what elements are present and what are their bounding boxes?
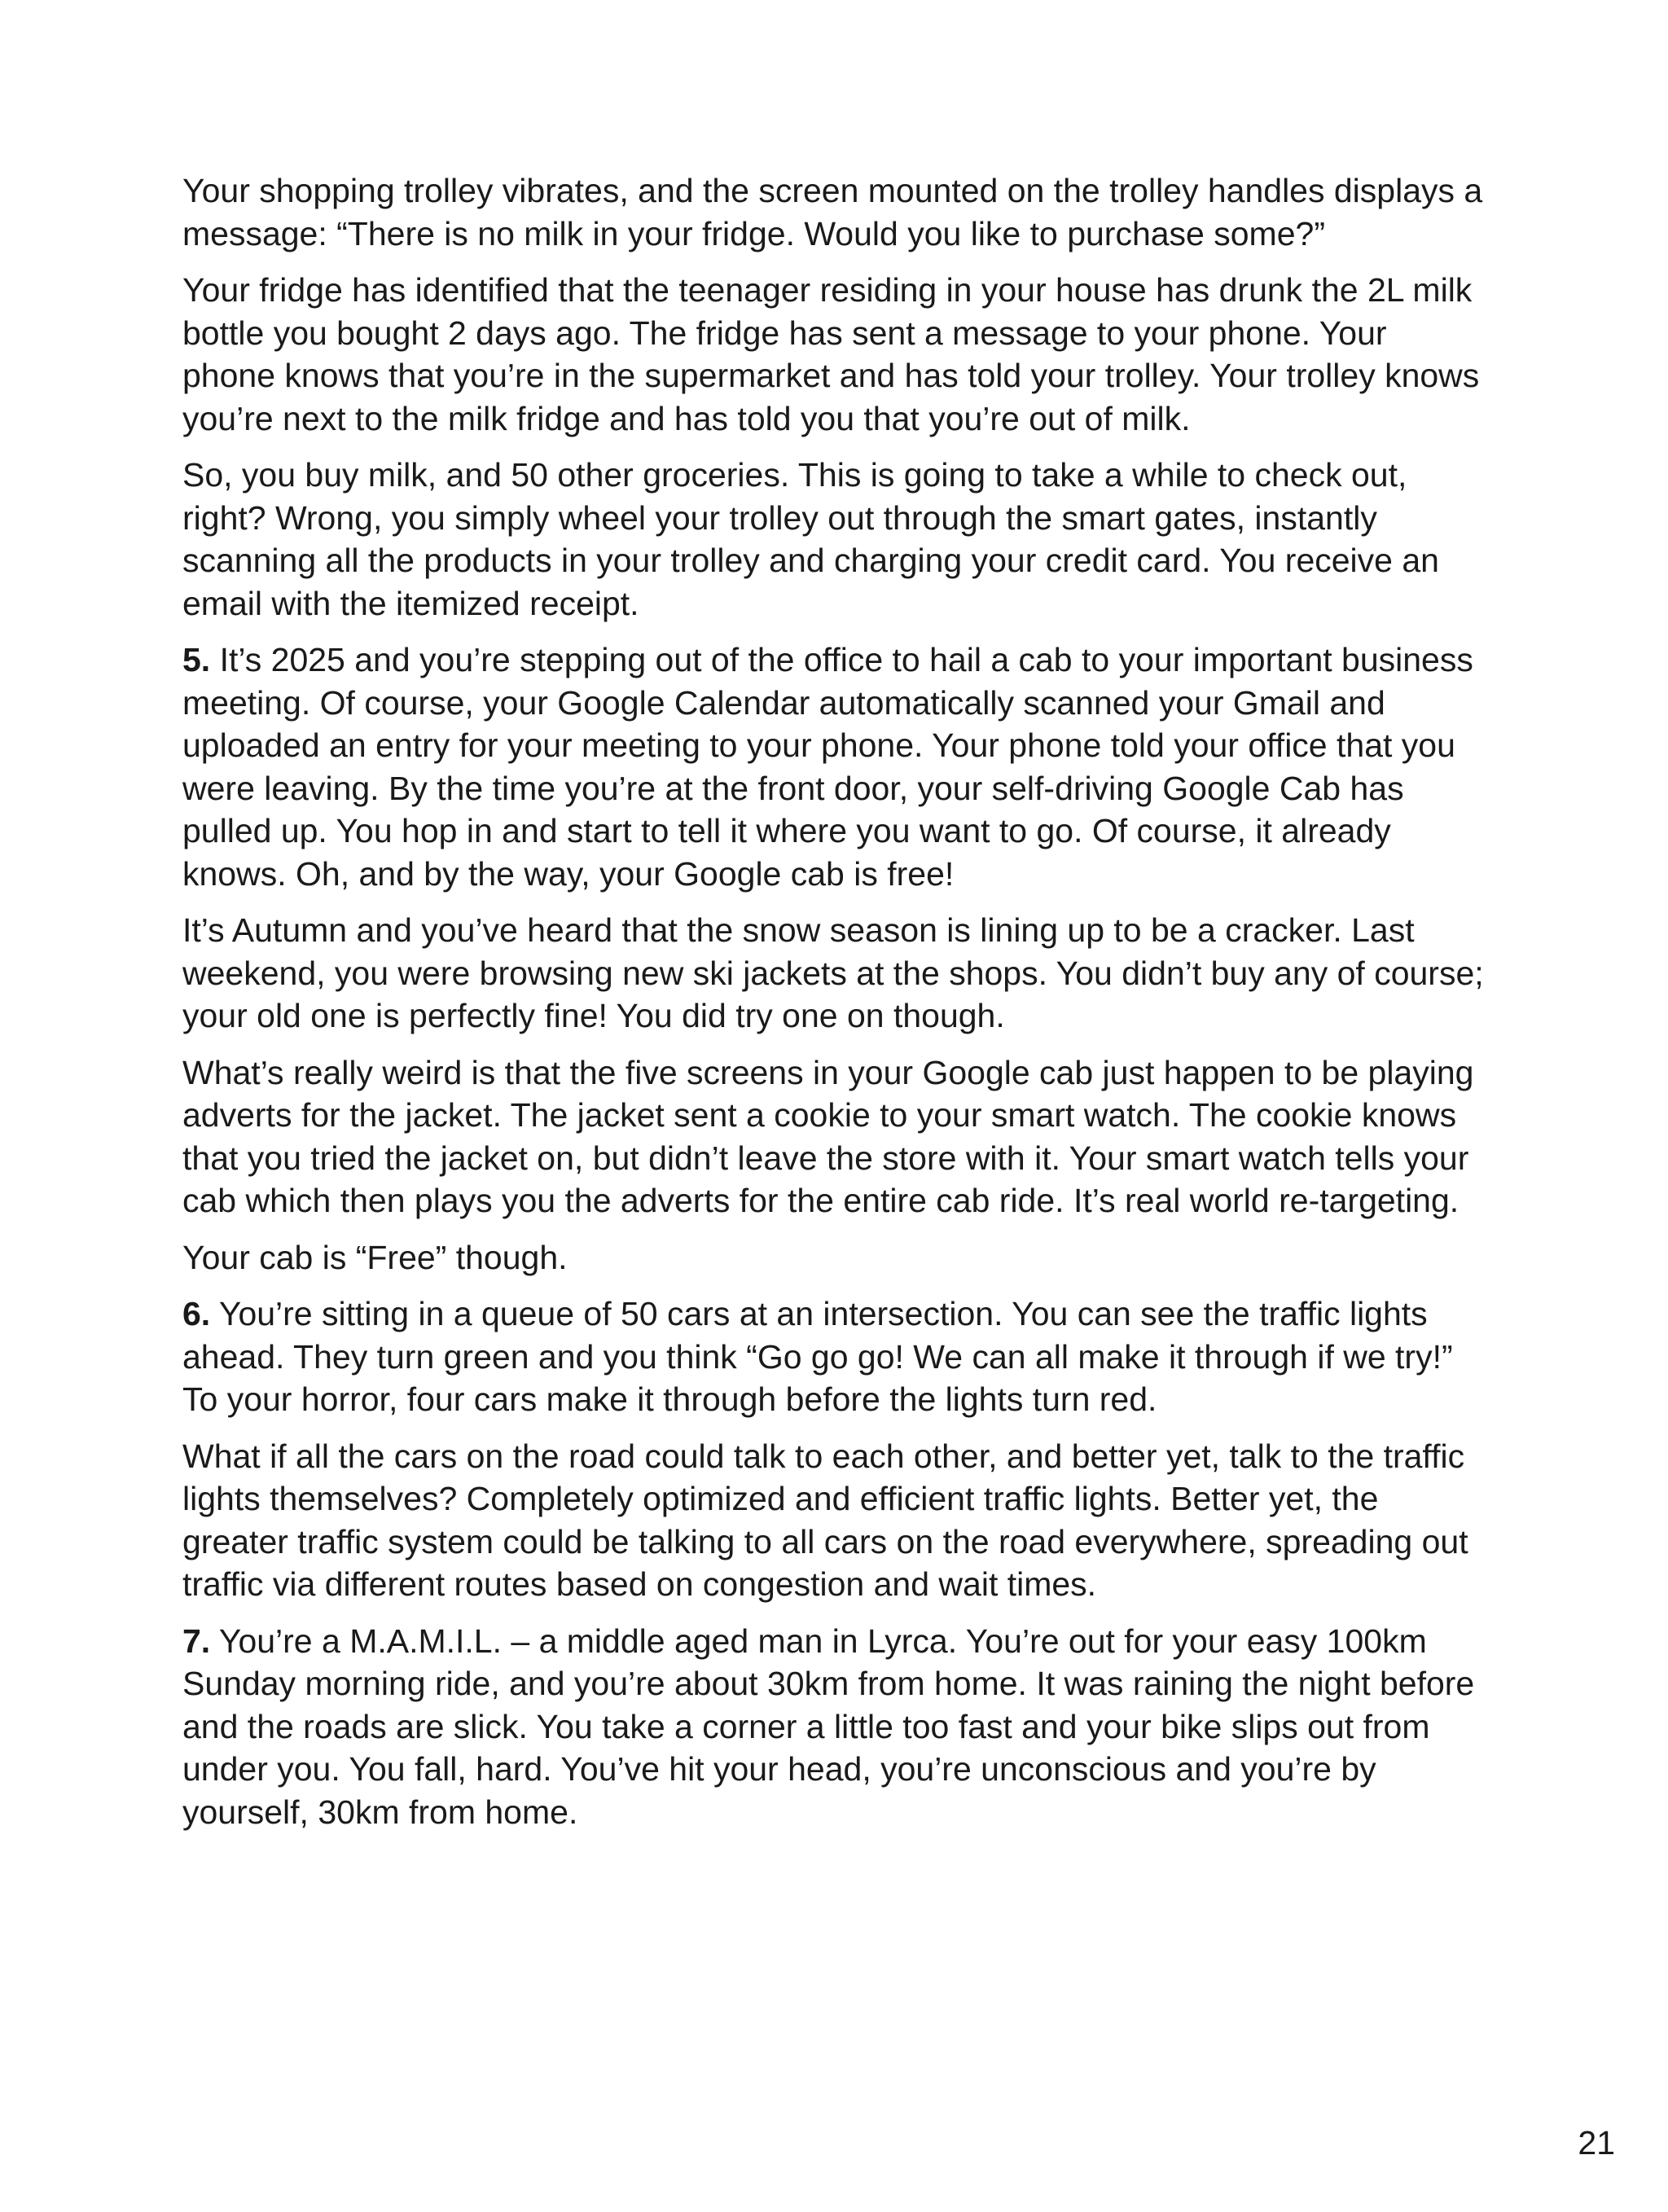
paragraph-checkout: So, you buy milk, and 50 other groceries. This is going to take a while to check out, right? Wrong, you simply wheel your trolley out through the smart gates, instantly scanning all the products in your trolley and charging your credit card. You receive an email with the itemized receipt. [182, 456, 1439, 622]
paragraph-traffic-system: What if all the cars on the road could talk to each other, and better yet, talk to the traffic lights themselves? Completely optimized and efficient traffic lights. Better yet, the greater traffic system could be talking to all cars on the road everywhere, spreading out traffic via different routes based on congestion and wait times. [182, 1437, 1468, 1603]
paragraph-fridge: Your fridge has identified that the teenager residing in your house has drunk the 2L milk bottle you bought 2 days ago. The fridge has sent a message to your phone. Your phone knows that you’re in the supermarket and has told your trolley. Your trolley knows you’re next to the milk fridge and has told you that you’re out of milk. [182, 271, 1480, 437]
paragraph-trolley-message: Your shopping trolley vibrates, and the screen mounted on the trolley handles displays a message: “There is no milk in your fridge. Would you like to purchase some?” [182, 172, 1483, 252]
page-number: 21 [1578, 2124, 1615, 2162]
paragraph-retargeting: What’s really weird is that the five screens in your Google cab just happen to be playing adverts for the jacket. The jacket sent a cookie to your smart watch. The cookie knows that you tried the jacket on, but didn’t leave the store with it. Your smart watch tells your cab which then plays you the adverts for the entire cab ride. It’s real world re-targeting. [182, 1053, 1474, 1219]
item-number: 6. [182, 1295, 211, 1332]
paragraph-free-cab: Your cab is “Free” though. [182, 1238, 568, 1276]
item-number: 5. [182, 641, 211, 678]
page-body [182, 169, 1486, 1847]
paragraph-item-5: 5. It’s 2025 and you’re stepping out of the office to hail a cab to your important business meeting. Of course, your Google Calendar automatically scanned your Gmail and uploaded an entry for your meeting to your phone. Your phone told your office that you were leaving. By the time you’re at the front door, your self-driving Google Cab has pulled up. You hop in and start to tell it where you want to go. Of course, it already knows. Oh, and by the way, your Google cab is free! [182, 641, 1473, 893]
paragraph-autumn: It’s Autumn and you’ve heard that the snow season is lining up to be a cracker. Last weekend, you were browsing new ski jackets at the shops. You didn’t buy any of course; your old one is perfectly fine! You did try one on though. [182, 911, 1484, 1034]
item-number: 7. [182, 1622, 211, 1660]
paragraph-item-7: 7. You’re a M.A.M.I.L. – a middle aged man in Lyrca. You’re out for your easy 100km Sunday morning ride, and you’re about 30km from home. It was raining the night before and the roads are slick. You take a corner a little too fast and your bike slips out from under you. You fall, hard. You’ve hit your head, you’re unconscious and you’re by yourself, 30km from home. [182, 1622, 1475, 1831]
paragraph-item-6: 6. You’re sitting in a queue of 50 cars at an intersection. You can see the traffic lights ahead. They turn green and you think “Go go go! We can all make it through if we try!” To your horror, four cars make it through before the lights turn red. [182, 1295, 1453, 1418]
